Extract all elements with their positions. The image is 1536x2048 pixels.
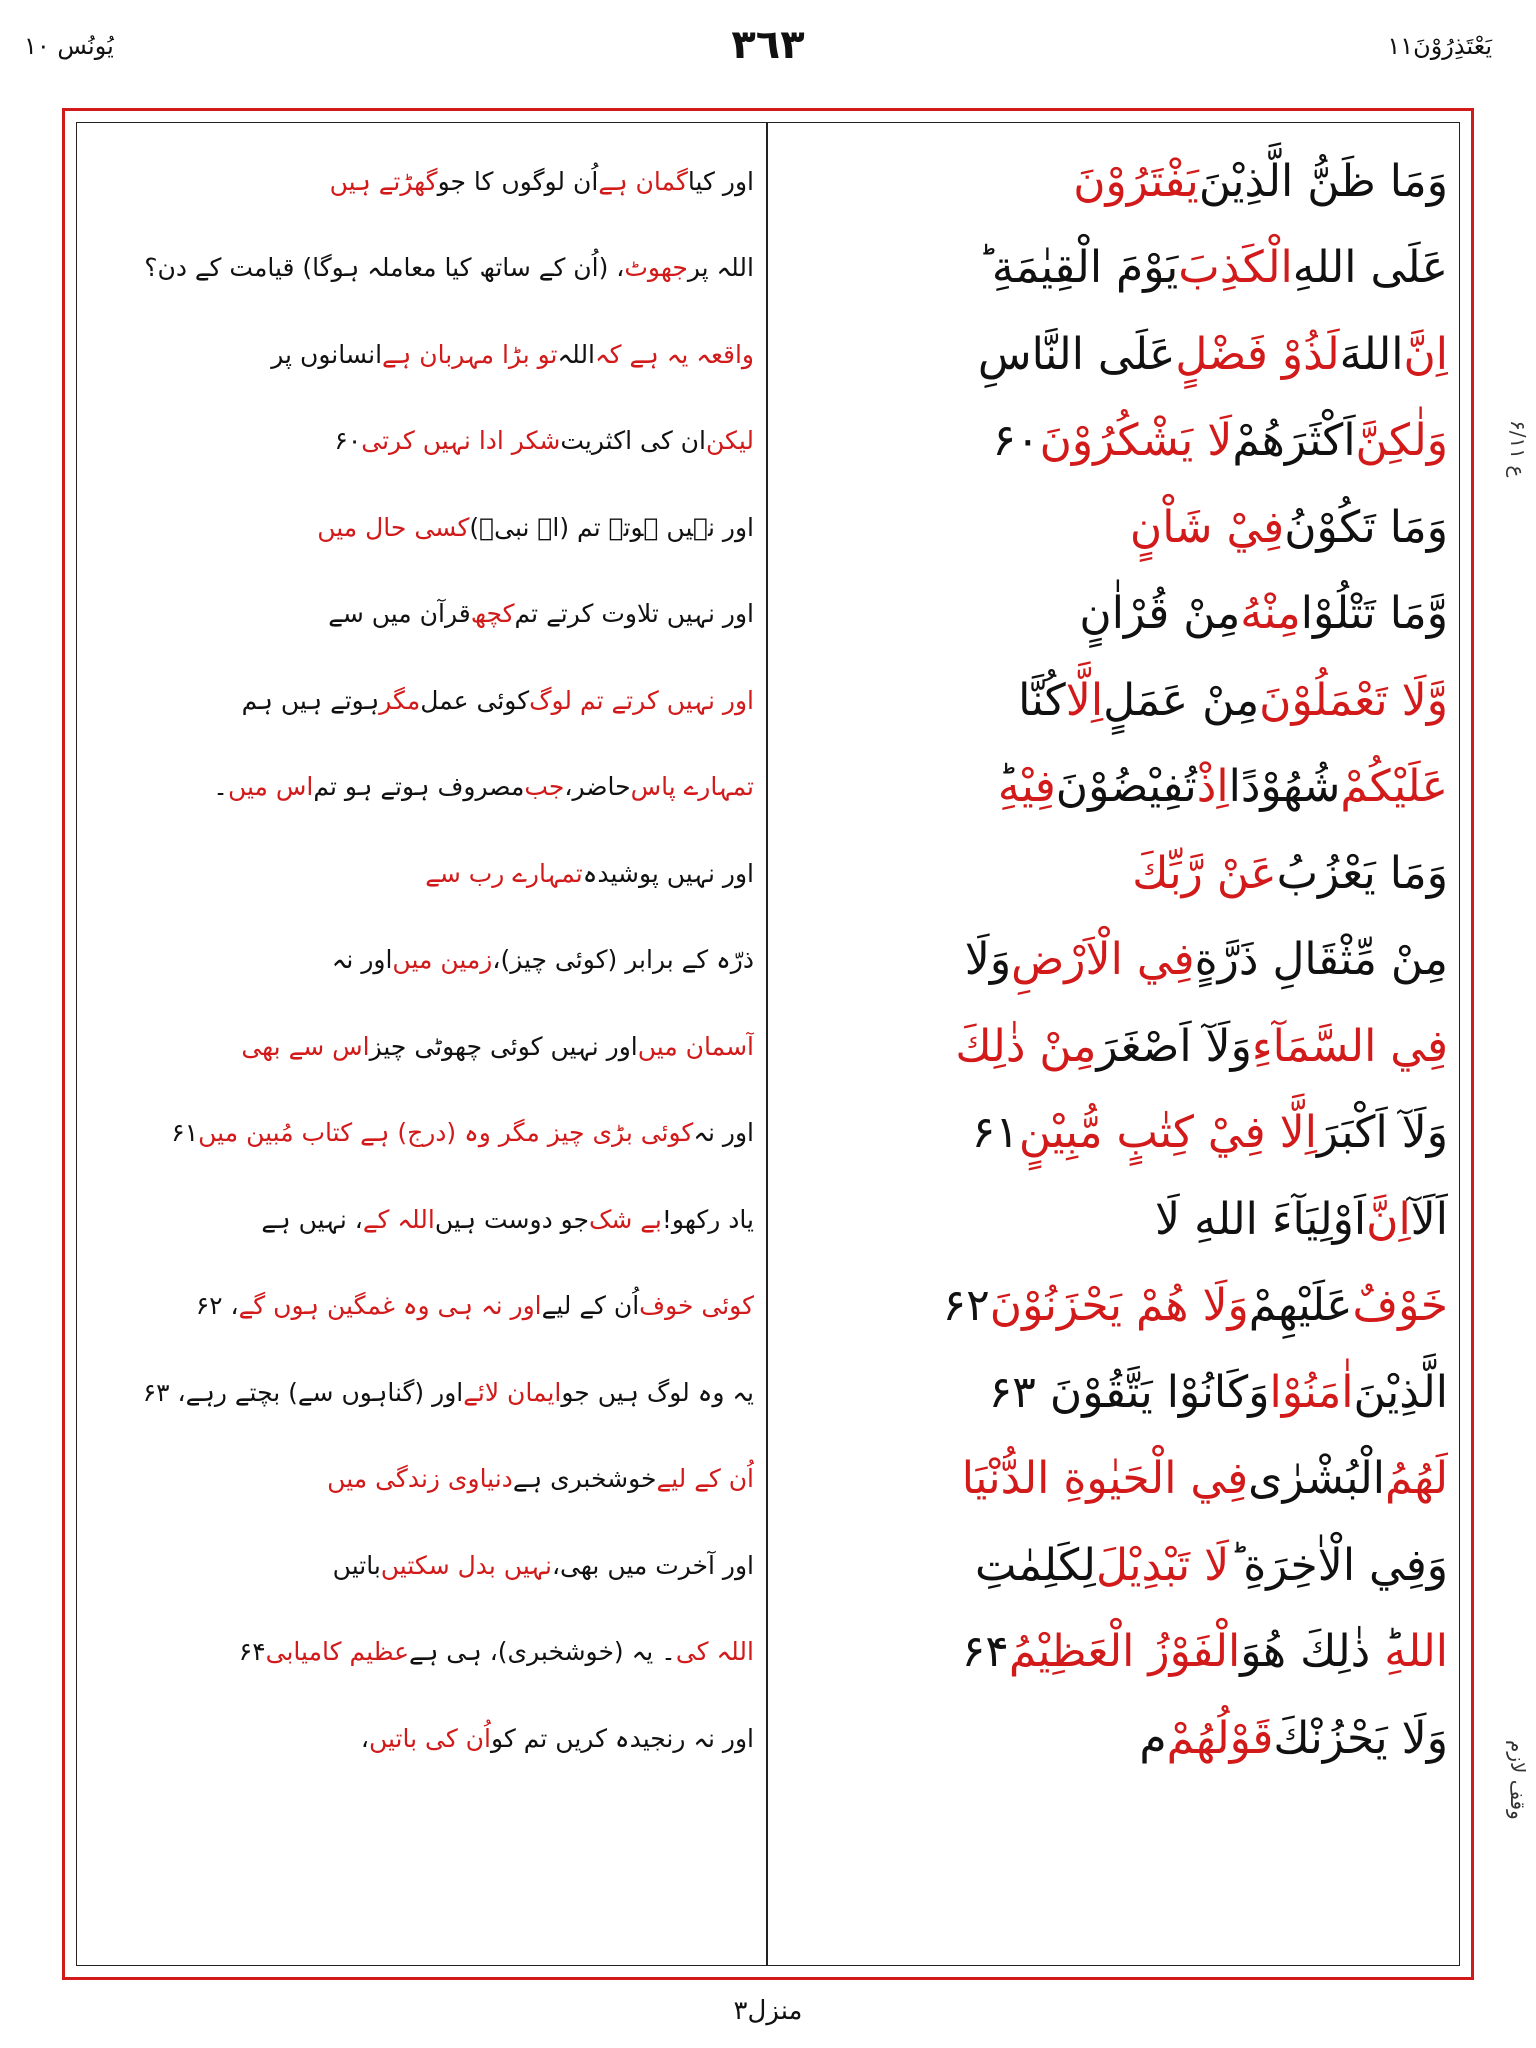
urdu-text: اور نہ — [331, 945, 393, 975]
arabic-text: تُفِيْضُوْنَ — [1055, 761, 1197, 813]
arabic-highlight: لَهُمُ — [1385, 1453, 1448, 1505]
arabic-line — [780, 311, 1448, 398]
urdu-text: اور نہیں پوشیدہ — [582, 858, 754, 888]
urdu-text: ، (اُن کے ساتھ کیا معاملہ ہوگا) قیامت کے دن؟ — [144, 253, 625, 283]
arabic-text: وَكَانُوْا يَتَّقُوْنَ ۶۳ — [988, 1366, 1270, 1418]
urdu-highlight: کسی حال میں — [317, 512, 470, 542]
urdu-line — [88, 657, 754, 744]
arabic-line — [780, 1003, 1448, 1090]
urdu-text: اور نہیں تلاوت کرتے تم — [514, 599, 754, 629]
arabic-text: لِكَلِمٰتِ — [975, 1539, 1096, 1591]
arabic-highlight: الْكَذِبَ — [1178, 242, 1293, 294]
urdu-text: اللہ پر — [687, 253, 754, 283]
arabic-line — [780, 830, 1448, 917]
arabic-highlight: فِي الْاَرْضِ — [1011, 934, 1195, 986]
arabic-text: شُهُوْدًا — [1228, 761, 1341, 813]
urdu-line — [88, 398, 754, 485]
urdu-line — [88, 1003, 754, 1090]
arabic-highlight: اِلَّا فِيْ كِتٰبٍ مُّبِيْنٍ — [1018, 1107, 1317, 1159]
urdu-highlight: کوئی بڑی چیز مگر وہ (درج) ہے کتاب مُبین میں — [198, 1118, 694, 1148]
arabic-text: اَوْلِيَآءَ اللهِ لَا — [1155, 1193, 1367, 1245]
arabic-highlight: فِي السَّمَآءِ — [1251, 1020, 1448, 1072]
urdu-text: قرآن میں سے — [328, 599, 471, 629]
juz-name: يَعْتَذِرُوْنَ١١ — [1387, 32, 1492, 60]
urdu-line — [88, 1436, 754, 1523]
arabic-text: الْبُشْرٰى — [1248, 1453, 1386, 1505]
arabic-text: عَلَيْهِمْ — [1248, 1280, 1353, 1332]
urdu-text: اور آخرت میں بھی، — [551, 1550, 754, 1580]
urdu-highlight: اور نہ ہی وہ غمگین ہوں گے — [238, 1291, 542, 1321]
urdu-highlight: تمہارے رب سے — [425, 858, 583, 888]
urdu-line — [88, 571, 754, 658]
urdu-highlight: گھڑتے ہیں — [329, 166, 438, 196]
arabic-line — [780, 138, 1448, 225]
urdu-highlight: اور نہیں کرتے تم لوگ — [529, 685, 754, 715]
page-number: ٣٦٣ — [731, 22, 805, 68]
urdu-text: ۶۰ — [334, 426, 362, 456]
arabic-highlight: وَّلَا تَعْمَلُوْنَ — [1259, 674, 1448, 726]
arabic-text: وَمَا ظَنُّ الَّذِيْنَ — [1198, 155, 1448, 207]
urdu-text: مصروف ہوتے ہو تم — [313, 772, 525, 802]
arabic-highlight: فِيْ شَاْنٍ — [1129, 501, 1285, 553]
urdu-text: اور نہ رنجیدہ کریں تم کو — [490, 1723, 754, 1753]
urdu-line — [88, 744, 754, 831]
urdu-text: اور نہیں ہوتے تم (اے نبیؐ) — [469, 512, 754, 542]
urdu-highlight: دنیاوی زندگی میں — [327, 1464, 513, 1494]
arabic-line — [780, 1522, 1448, 1609]
urdu-line — [88, 1695, 754, 1782]
urdu-line — [88, 830, 754, 917]
arabic-highlight: مِنْهُ — [1240, 588, 1301, 640]
urdu-text: اور نہیں کوئی چھوٹی چیز — [369, 1031, 638, 1061]
manzil-label: منزل٣ — [733, 1996, 803, 2026]
arabic-text: يَوْمَ الْقِيٰمَةِ ؕ — [977, 242, 1179, 294]
urdu-highlight: لیکن — [706, 426, 754, 456]
urdu-text: انسانوں پر — [271, 339, 383, 369]
arabic-highlight: فِيْهِ — [997, 761, 1056, 813]
arabic-line — [780, 744, 1448, 831]
urdu-line — [88, 1263, 754, 1350]
arabic-line — [780, 225, 1448, 312]
arabic-highlight: قَوْلُهُمْ — [1166, 1712, 1274, 1764]
urdu-highlight: اللہ کی — [675, 1637, 754, 1667]
urdu-highlight: اُن کے لیے — [656, 1464, 754, 1494]
urdu-highlight: اللہ کے — [362, 1204, 435, 1234]
arabic-text: ۶۲ — [942, 1280, 990, 1332]
urdu-text: یاد رکھو! — [661, 1204, 754, 1234]
urdu-text: ، — [360, 1723, 369, 1753]
arabic-text: وَمَا يَعْزُبُ — [1276, 847, 1448, 899]
arabic-text: ۶۴ — [961, 1626, 1009, 1678]
arabic-text: وَفِي الْاٰخِرَةِ ؕ — [1229, 1539, 1448, 1591]
column-divider — [766, 122, 768, 1966]
arabic-highlight: وَلٰكِنَّ — [1355, 415, 1448, 467]
arabic-text: اَكْثَرَهُمْ — [1232, 415, 1356, 467]
urdu-highlight: ایمان لائے — [463, 1377, 562, 1407]
arabic-text: اللهَ — [1339, 328, 1404, 380]
urdu-text: جو دوست ہیں — [434, 1204, 590, 1234]
urdu-text: باتیں — [332, 1550, 381, 1580]
arabic-line — [780, 571, 1448, 658]
arabic-highlight: وَلَا هُمْ يَحْزَنُوْنَ — [989, 1280, 1249, 1332]
urdu-text: یہ وہ لوگ ہیں جو — [561, 1377, 754, 1407]
urdu-text: اور کیا — [687, 166, 754, 196]
arabic-line — [780, 1609, 1448, 1696]
arabic-highlight: لَذُوْ فَضْلٍ — [1175, 328, 1340, 380]
arabic-highlight: خَوْفٌ — [1352, 1280, 1448, 1332]
urdu-text: ، نہیں ہے — [261, 1204, 363, 1234]
urdu-text: ۔ — [213, 772, 228, 802]
urdu-highlight: آسمان میں — [637, 1031, 754, 1061]
urdu-line — [88, 1090, 754, 1177]
urdu-text: ہوتے ہیں ہم — [241, 685, 380, 715]
arabic-highlight: فِي الْحَيٰوةِ الدُّنْيَا — [961, 1453, 1249, 1505]
arabic-line — [780, 1349, 1448, 1436]
urdu-text: اُن کے لیے — [541, 1291, 640, 1321]
arabic-text: مِنْ عَمَلٍ — [1103, 674, 1260, 726]
waqf-mark: وقف لازم — [1506, 1740, 1530, 1820]
urdu-highlight: اس سے بھی — [241, 1031, 370, 1061]
arabic-text: مِنْ قُرْاٰنٍ — [1079, 588, 1241, 640]
arabic-highlight: اللهِ — [1384, 1626, 1448, 1678]
urdu-text: اور (گناہوں سے) بچتے رہے، ۶۳ — [142, 1377, 464, 1407]
urdu-highlight: گمان ہے — [598, 166, 688, 196]
arabic-text: ۶۱ — [971, 1107, 1019, 1159]
urdu-line — [88, 225, 754, 312]
urdu-line — [88, 1609, 754, 1696]
arabic-highlight: يَفْتَرُوْنَ — [1073, 155, 1199, 207]
urdu-line — [88, 917, 754, 1004]
arabic-text: وَّمَا تَتْلُوْا — [1300, 588, 1448, 640]
arabic-line — [780, 1695, 1448, 1782]
urdu-highlight: بے شک — [589, 1204, 662, 1234]
arabic-highlight: الْفَوْزُ الْعَظِيْمُ — [1008, 1626, 1241, 1678]
urdu-text: ان کی اکثریت — [560, 426, 706, 456]
urdu-highlight: تمہارے پاس — [630, 772, 754, 802]
urdu-highlight: مگر — [379, 685, 421, 715]
arabic-highlight: اِذْ — [1196, 761, 1229, 813]
arabic-text: م — [1139, 1712, 1167, 1764]
urdu-text: کوئی عمل — [420, 685, 530, 715]
urdu-highlight: کوئی خوف — [639, 1291, 754, 1321]
urdu-column — [88, 138, 754, 1782]
urdu-text: اور نہ — [693, 1118, 754, 1148]
arabic-text: عَلَى النَّاسِ — [977, 328, 1176, 380]
arabic-text: الَّذِيْنَ — [1353, 1366, 1448, 1418]
arabic-line — [780, 657, 1448, 744]
urdu-highlight: کچھ — [470, 599, 515, 629]
arabic-line — [780, 1090, 1448, 1177]
ruku-mark: ع ۶/۱۱ — [1506, 420, 1530, 478]
urdu-highlight: اس میں — [227, 772, 314, 802]
urdu-highlight: شکر ادا نہیں کرتی — [361, 426, 561, 456]
arabic-text: وَلَآ اَصْغَرَ — [1096, 1020, 1252, 1072]
arabic-line — [780, 1263, 1448, 1350]
urdu-highlight: جب — [524, 772, 565, 802]
urdu-text: ۶۱ — [171, 1118, 199, 1148]
urdu-text: اُن لوگوں کا جو — [437, 166, 599, 196]
urdu-text: خوشخبری ہے — [512, 1464, 657, 1494]
urdu-highlight: تو بڑا مہربان ہے — [382, 339, 558, 369]
urdu-text: اللہ — [557, 339, 596, 369]
arabic-text: كُنَّا — [1018, 674, 1066, 726]
arabic-text: وَمَا تَكُوْنُ — [1284, 501, 1448, 553]
arabic-highlight: اِنَّ — [1403, 328, 1448, 380]
urdu-line — [88, 1176, 754, 1263]
arabic-highlight: لَا تَبْدِيْلَ — [1095, 1539, 1230, 1591]
arabic-highlight: اِلَّا — [1065, 674, 1104, 726]
urdu-highlight: نہیں بدل سکتیں — [380, 1550, 552, 1580]
arabic-highlight: مِنْ ذٰلِكَ — [955, 1020, 1097, 1072]
arabic-line — [780, 484, 1448, 571]
urdu-line — [88, 484, 754, 571]
arabic-text: وَلَا يَحْزُنْكَ — [1273, 1712, 1448, 1764]
urdu-line — [88, 1522, 754, 1609]
arabic-line — [780, 1436, 1448, 1523]
arabic-highlight: عَلَيْكُمْ — [1340, 761, 1448, 813]
arabic-text: اَلَآ — [1410, 1193, 1448, 1245]
arabic-text: ۶۰ — [992, 415, 1040, 467]
urdu-line — [88, 138, 754, 225]
urdu-text: ۶۴ — [238, 1637, 266, 1667]
urdu-highlight: زمین میں — [392, 945, 493, 975]
urdu-line — [88, 1349, 754, 1436]
arabic-text: مِنْ مِّثْقَالِ ذَرَّةٍ — [1194, 934, 1448, 986]
urdu-text: حاضر، — [564, 772, 631, 802]
surah-name: يُونُس ١٠ — [24, 32, 114, 60]
arabic-text: وَلَآ اَكْبَرَ — [1316, 1107, 1448, 1159]
arabic-highlight: لَا يَشْكُرُوْنَ — [1039, 415, 1233, 467]
arabic-highlight: اٰمَنُوْا — [1269, 1366, 1354, 1418]
urdu-highlight: عظیم کامیابی — [265, 1637, 410, 1667]
arabic-text: وَلَا — [964, 934, 1012, 986]
urdu-line — [88, 311, 754, 398]
urdu-highlight: اُن کی باتیں — [368, 1723, 491, 1753]
arabic-line — [780, 398, 1448, 485]
urdu-text: ، ۶۲ — [195, 1291, 239, 1321]
arabic-column — [780, 138, 1448, 1782]
arabic-line — [780, 1176, 1448, 1263]
arabic-text: ؕ ذٰلِكَ هُوَ — [1240, 1626, 1385, 1678]
arabic-highlight: اِنَّ — [1366, 1193, 1411, 1245]
arabic-text: عَلَى اللهِ — [1292, 242, 1448, 294]
urdu-text: ۔ یہ (خوشخبری)، ہی ہے — [409, 1637, 676, 1667]
urdu-text: ذرّہ کے برابر (کوئی چیز)، — [492, 945, 754, 975]
urdu-highlight: واقعہ یہ ہے کہ — [595, 339, 754, 369]
urdu-highlight: جھوٹ — [624, 253, 688, 283]
arabic-highlight: عَنْ رَّبِّكَ — [1132, 847, 1277, 899]
arabic-line — [780, 917, 1448, 1004]
